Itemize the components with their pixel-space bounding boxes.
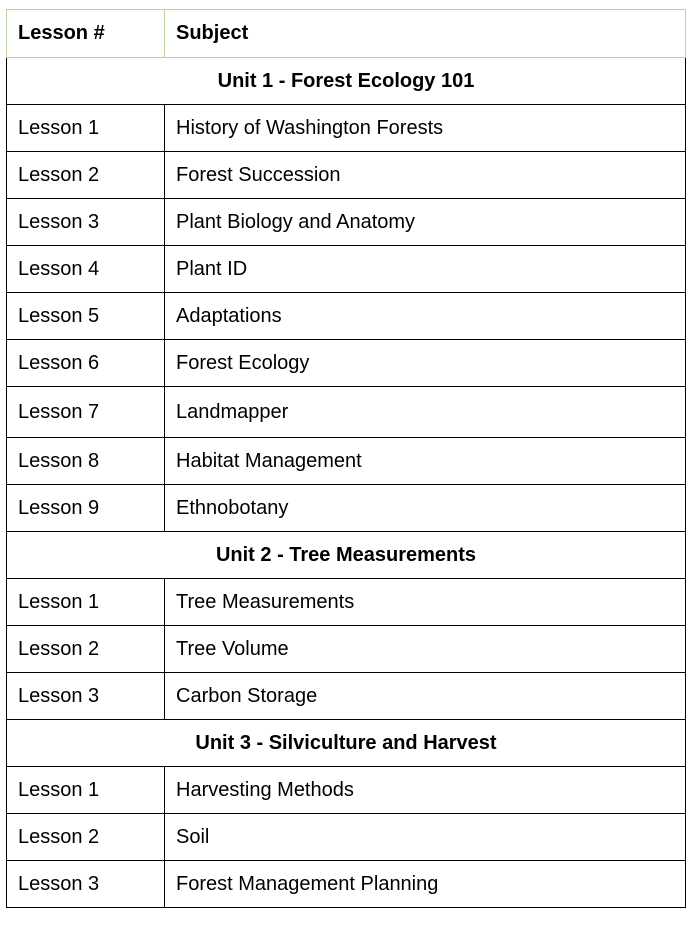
table-row <box>7 340 686 387</box>
lesson-subject: Adaptations <box>165 293 686 340</box>
table-row <box>7 485 686 532</box>
table-row <box>7 387 686 438</box>
lesson-number: Lesson 1 <box>7 767 165 814</box>
lesson-subject: History of Washington Forests <box>165 105 686 152</box>
lesson-subject: Forest Ecology <box>165 340 686 387</box>
unit-title: Unit 1 - Forest Ecology 101 <box>7 58 686 105</box>
table-row <box>7 814 686 861</box>
lesson-subject: Plant ID <box>165 246 686 293</box>
lesson-subject: Soil <box>165 814 686 861</box>
lesson-number: Lesson 1 <box>7 579 165 626</box>
lesson-number: Lesson 8 <box>7 438 165 485</box>
table-row <box>7 438 686 485</box>
lesson-number: Lesson 3 <box>7 199 165 246</box>
table-row <box>7 199 686 246</box>
lesson-number: Lesson 3 <box>7 673 165 720</box>
lesson-subject: Tree Volume <box>165 626 686 673</box>
lesson-subject: Carbon Storage <box>165 673 686 720</box>
lesson-subject: Ethnobotany <box>165 485 686 532</box>
table-row <box>7 579 686 626</box>
unit-row <box>7 532 686 579</box>
table-row <box>7 767 686 814</box>
header-subject: Subject <box>165 10 686 58</box>
table-row <box>7 105 686 152</box>
lesson-number: Lesson 2 <box>7 626 165 673</box>
table-row <box>7 293 686 340</box>
table-row <box>7 673 686 720</box>
lesson-number: Lesson 3 <box>7 861 165 908</box>
lesson-subject: Plant Biology and Anatomy <box>165 199 686 246</box>
lesson-number: Lesson 6 <box>7 340 165 387</box>
header-lesson: Lesson # <box>7 10 165 58</box>
header-row <box>7 10 686 58</box>
lesson-number: Lesson 5 <box>7 293 165 340</box>
lesson-number: Lesson 4 <box>7 246 165 293</box>
lesson-subject: Tree Measurements <box>165 579 686 626</box>
lesson-number: Lesson 2 <box>7 814 165 861</box>
table-row <box>7 152 686 199</box>
unit-row <box>7 58 686 105</box>
lesson-number: Lesson 7 <box>7 387 165 438</box>
lesson-subject: Harvesting Methods <box>165 767 686 814</box>
lesson-subject: Forest Management Planning <box>165 861 686 908</box>
lesson-subject: Forest Succession <box>165 152 686 199</box>
table-row <box>7 626 686 673</box>
table-row <box>7 246 686 293</box>
lesson-number: Lesson 9 <box>7 485 165 532</box>
lesson-number: Lesson 1 <box>7 105 165 152</box>
lesson-subject: Habitat Management <box>165 438 686 485</box>
unit-title: Unit 3 - Silviculture and Harvest <box>7 720 686 767</box>
table-row <box>7 861 686 908</box>
unit-title: Unit 2 - Tree Measurements <box>7 532 686 579</box>
lesson-number: Lesson 2 <box>7 152 165 199</box>
lesson-subject: Landmapper <box>165 387 686 438</box>
unit-row <box>7 720 686 767</box>
lesson-table <box>6 9 686 908</box>
